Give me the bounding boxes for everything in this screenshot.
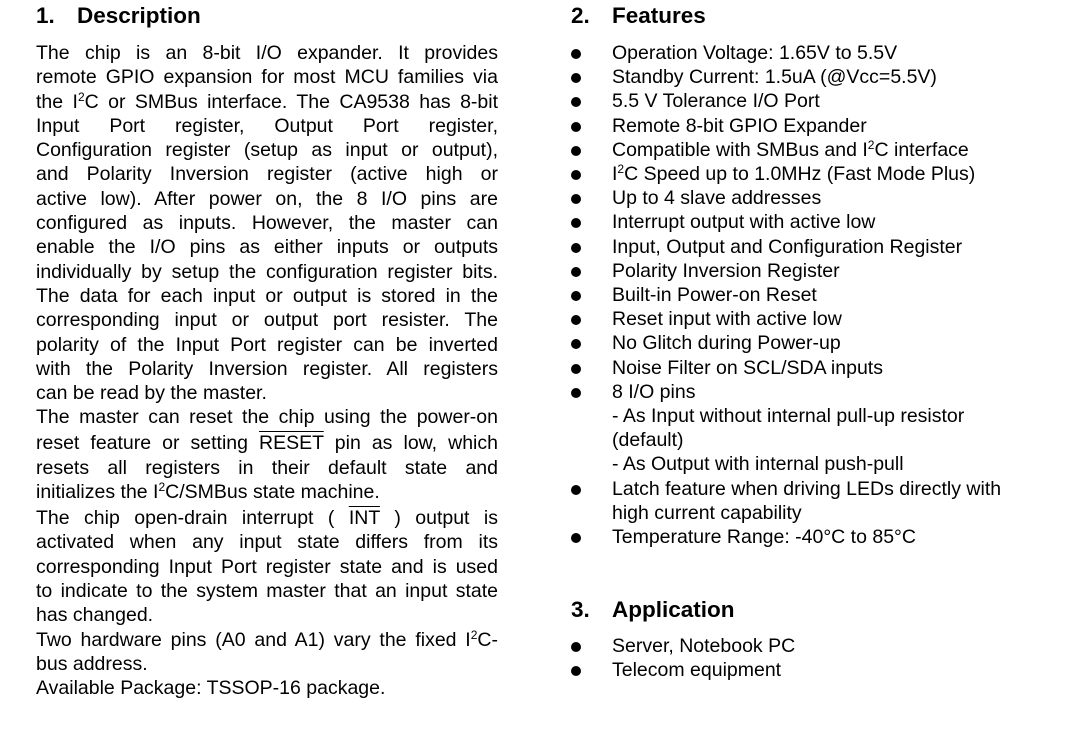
features-list xyxy=(571,41,1051,549)
features-heading xyxy=(571,1,1051,31)
description-heading xyxy=(36,1,498,31)
section-title: Description xyxy=(77,3,201,28)
bullet-icon xyxy=(571,122,581,132)
list-item: Reset input with active low xyxy=(571,307,1051,331)
bullet-icon xyxy=(571,267,581,277)
application-list xyxy=(571,634,1051,682)
desc-line: enable the I/O pins as either inputs or outputs xyxy=(36,236,498,259)
list-item: Remote 8-bit GPIO Expander xyxy=(571,114,1051,138)
desc-line: the $I^2C$ or SMBus interface. The CA9538 has 8-bit xyxy=(36,89,498,113)
desc-line: reset feature or setting RESET pin as low, which xyxy=(36,431,498,454)
bullet-icon xyxy=(571,315,581,325)
list-item: Built-in Power-on Reset xyxy=(571,283,1051,307)
sub-item: - As Output with internal push-pull xyxy=(612,453,904,476)
bullet-icon xyxy=(571,218,581,228)
bullet-icon xyxy=(571,194,581,204)
desc-line: and Polarity Inversion register (active high or xyxy=(36,163,498,186)
desc-line: configured as inputs. However, the master can xyxy=(36,212,498,235)
desc-line: corresponding Input Port register state and is used xyxy=(36,555,498,578)
desc-line: has changed. xyxy=(36,604,154,627)
desc-line: Available Package: TSSOP-16 package. xyxy=(36,677,386,700)
bullet-icon xyxy=(571,49,581,59)
desc-line: Input Port register, Output Port register, xyxy=(36,114,498,137)
section-number: 2. xyxy=(571,3,590,28)
bullet-icon xyxy=(571,533,581,543)
list-item: No Glitch during Power-up xyxy=(571,331,1051,355)
bullet-icon xyxy=(571,170,581,180)
desc-line: initializes the $I^2C$/SMBus state machine. xyxy=(36,480,380,504)
desc-line: The chip open-drain interrupt ( $\overline{INT}$ ) output is xyxy=(36,507,498,530)
bullet-icon xyxy=(571,339,581,349)
section-number: 3. xyxy=(571,597,590,622)
list-item: Operation Voltage: 1.65V to 5.5V xyxy=(571,41,1051,65)
bullet-icon xyxy=(571,73,581,83)
desc-line: polarity of the Input Port register can be inverted xyxy=(36,333,498,356)
int-pin-label: $\overline{INT}$ xyxy=(348,507,380,530)
bullet-icon xyxy=(571,485,581,495)
description-section xyxy=(36,0,498,700)
bullet-icon xyxy=(571,364,581,374)
bullet-icon xyxy=(571,146,581,156)
application-heading xyxy=(571,595,1051,625)
desc-line: corresponding input or output port resister. The xyxy=(36,309,498,332)
desc-line: Two hardware pins (A0 and A1) vary the fixed $I^2C-$ xyxy=(36,627,498,651)
application-section xyxy=(571,595,1051,682)
list-item: Compatible with SMBus and $I^2C$ interface xyxy=(571,138,1051,162)
desc-line: active low). After power on, the 8 I/O pins are xyxy=(36,187,498,210)
list-item: 5.5 V Tolerance I/O Port xyxy=(571,89,1051,113)
reset-pin-label: RESET xyxy=(259,431,324,454)
bullet-icon xyxy=(571,97,581,107)
bullet-icon xyxy=(571,243,581,253)
description-body xyxy=(36,41,498,700)
section-title: Features xyxy=(612,3,706,28)
list-item: Noise Filter on SCL/SDA inputs xyxy=(571,356,1051,380)
desc-line: The data for each input or output is stored in the xyxy=(36,284,498,307)
list-item: Interrupt output with active low xyxy=(571,210,1051,234)
list-item: Input, Output and Configuration Register xyxy=(571,235,1051,259)
list-item: $I^2C$ Speed up to 1.0MHz (Fast Mode Plus) xyxy=(571,162,1051,186)
list-item: Polarity Inversion Register xyxy=(571,259,1051,283)
right-column xyxy=(571,0,1051,736)
desc-line: The master can reset the chip using the power-on xyxy=(36,406,498,429)
list-item: Server, Notebook PC xyxy=(571,634,1051,658)
desc-line: bus address. xyxy=(36,652,148,675)
list-item: Temperature Range: -40°C to 85°C xyxy=(571,525,1051,549)
desc-line: The chip is an 8-bit I/O expander. It provides xyxy=(36,42,498,64)
sub-item: - As Input without internal pull-up resistor xyxy=(612,405,965,428)
list-item: 8 I/O pins - As Input without internal pull-up resistor (default) - As Output with internal push-pull xyxy=(571,380,1051,477)
list-item: Up to 4 slave addresses xyxy=(571,186,1051,210)
desc-line: can be read by the master. xyxy=(36,382,267,405)
desc-line: to indicate to the system master that an input state xyxy=(36,579,498,602)
bullet-icon xyxy=(571,291,581,301)
features-section xyxy=(571,0,1051,549)
desc-line: remote GPIO expansion for most MCU families via xyxy=(36,66,498,89)
desc-line: resets all registers in their default state and xyxy=(36,456,498,479)
section-title: Application xyxy=(612,597,735,622)
bullet-icon xyxy=(571,642,581,652)
bullet-icon xyxy=(571,666,581,676)
list-item: Telecom equipment xyxy=(571,658,1051,682)
desc-line: Configuration register (setup as input or output), xyxy=(36,139,498,162)
list-item: Standby Current: 1.5uA (@Vcc=5.5V) xyxy=(571,65,1051,89)
list-item: Latch feature when driving LEDs directly with high current capability xyxy=(571,477,1051,525)
bullet-icon xyxy=(571,388,581,398)
section-number: 1. xyxy=(36,3,55,28)
sub-item: (default) xyxy=(612,429,684,452)
desc-line: activated when any input state differs from its xyxy=(36,531,498,554)
desc-line: with the Polarity Inversion register. All registers xyxy=(36,357,498,380)
desc-line: individually by setup the configuration register bits. xyxy=(36,260,498,283)
